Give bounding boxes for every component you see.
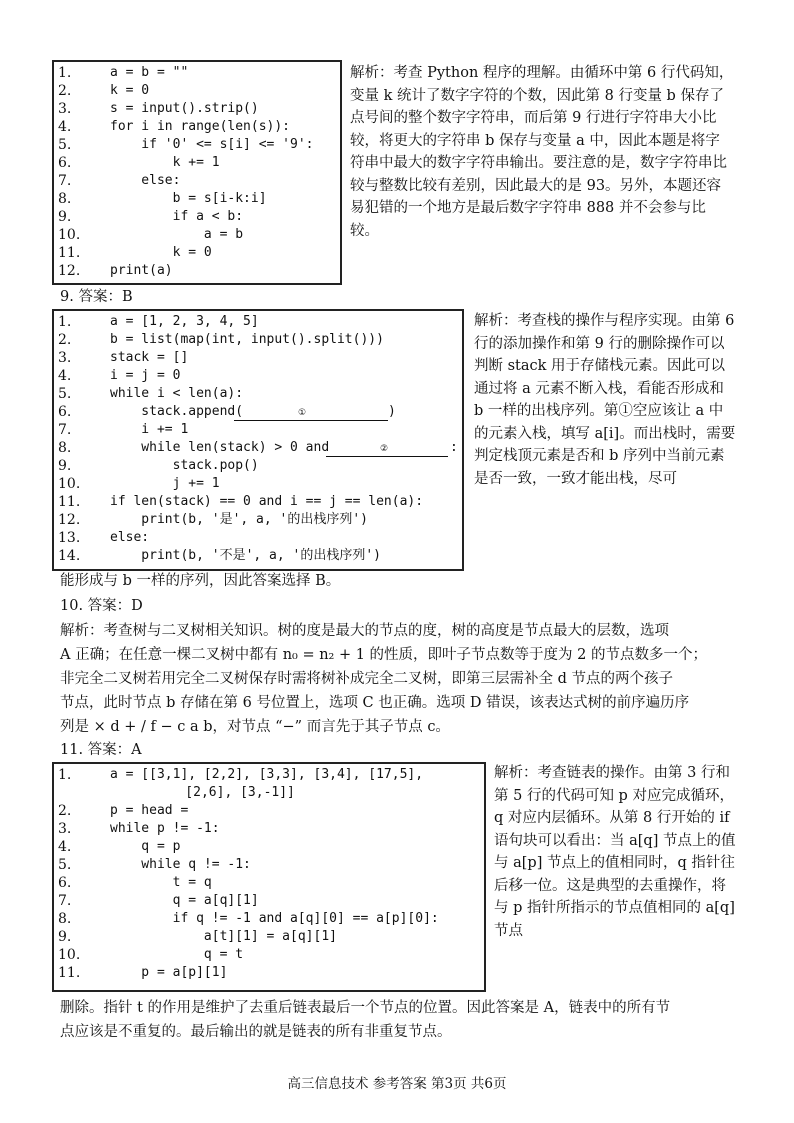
code-block-1: 1. a = b = "" 2. k = 0 3. s = input().strip() 4. for i in range(len(s)): 5. if '0' <= s[i] <= '9': 6. k += 1 7. else: 8. b = s[i-k:i] 9. if a < b: 10. a = b 11. k = 0 12. print(a) (52, 60, 342, 285)
explanation-q11-cont: 删除。指针 t 的作用是维护了去重后链表最后一个节点的位置。因此答案是 A，链表中的所有节 (60, 1000, 671, 1016)
explanation-q10-line: A 正确；在任意一棵二叉树中都有 n₀ = n₂ + 1 的性质，即叶子节点数等于度为 2 的节点数多一个； (60, 647, 708, 663)
blank-1-marker: ① (298, 408, 307, 418)
code-block-q11: 1. a = [[3,1], [2,2], [3,3], [3,4], [17,5], [2,6], [3,-1]] 2. p = head = 3. while p != -1: 4. q = p 5. while q != -1: 6. t = q 7. q = a[q][1] 8. if q != -1 and a[q][0] == a[p][0]: 9. a[t][1] = a[q][1] 10. q = t 11. p = a[p][1] (52, 762, 486, 992)
page-footer: 高三信息技术 参考答案 第3页 共6页 (287, 1076, 507, 1092)
explanation-q9: 解析：考查栈的操作与程序实现。由第 6 行的添加操作和第 9 行的删除操作可以判断 stack 用于存储栈元素。因此可以通过将 a 元素不断入栈，看能否形成和 b 一样的出栈序列。第①空应该让 a 中的元素入栈，填写 a[i]。而出栈时，需要判定栈顶元素是否和 b 序列中当前元素是否一致，一致才能出栈，尽可 (474, 313, 736, 487)
explanation-q9-cont: 能形成与 b 一样的序列，因此答案选择 B。 (60, 573, 341, 589)
explanation-q8: 解析：考查 Python 程序的理解。由循环中第 6 行代码知，变量 k 统计了数字字符的个数，因此第 8 行变量 b 保存了点号间的整个数字字符串，而后第 9 行进行字符串大小比较，将更大的字符串 b 保存与变量 a 中，因此本题是将字符串中最大的数字字符串输出。要注意的是，数字字符串比较与整数比较有差别，因此最大的是 93。另外，本题还容易犯错的一个地方是最后数字字符串 888 并不会参与比较。 (350, 65, 734, 239)
answer-q11: 11. 答案：A (60, 742, 142, 758)
blank-1-close: ) (388, 404, 396, 419)
explanation-q11: 解析：考查链表的操作。由第 3 行和第 5 行的代码可知 p 对应完成循环，q 对应内层循环。从第 8 行开始的 if 语句块可以看出：当 a[q] 节点上的值与 a[p] 节点上的值相同时，q 指针往后移一位。这是典型的去重操作，将与 p 指针所指示的节点值相同的 a[q] 节点 (494, 765, 736, 939)
code-block-q9: 1. a = [1, 2, 3, 4, 5] 2. b = list(map(int, input().split())) 3. stack = [] 4. i = j = 0 5. while i < len(a): 6. stack.append( ① ) 7. i += 1 8. while len(stack) > 0 and ② : 9. stack.pop() 10. j += 1 11. if len(stack) == 0 and i == j == len(a): 12. print(b, '是', a, '的出栈序列') 13. else: 14. print(b, '不是', a, '的出栈序列') (52, 309, 464, 571)
blank-2-close: : (450, 440, 458, 455)
explanation-q10-line: 节点，此时节点 b 存储在第 6 号位置上，选项 C 也正确。选项 D 错误，该表达式树的前序遍历序 (60, 695, 690, 711)
explanation-q11-cont: 点应该是不重复的。最后输出的就是链表的所有非重复节点。 (60, 1024, 452, 1040)
explanation-q10-line: 解析：考查树与二叉树相关知识。树的度是最大的节点的度，树的高度是节点最大的层数，选项 (60, 623, 669, 639)
blank-2-marker: ② (380, 444, 389, 454)
answer-blank-1 (234, 406, 388, 421)
answer-q9: 9. 答案：B (60, 289, 133, 305)
explanation-q10-line: 列是 × d + / f − c a b，对节点 “−” 而言先于其子节点 c。 (60, 719, 450, 735)
explanation-q10-line: 非完全二叉树若用完全二叉树保存时需将树补成完全二叉树，即第三层需补全 d 节点的两个孩子 (60, 671, 673, 687)
answer-q10: 10. 答案：D (60, 598, 143, 614)
